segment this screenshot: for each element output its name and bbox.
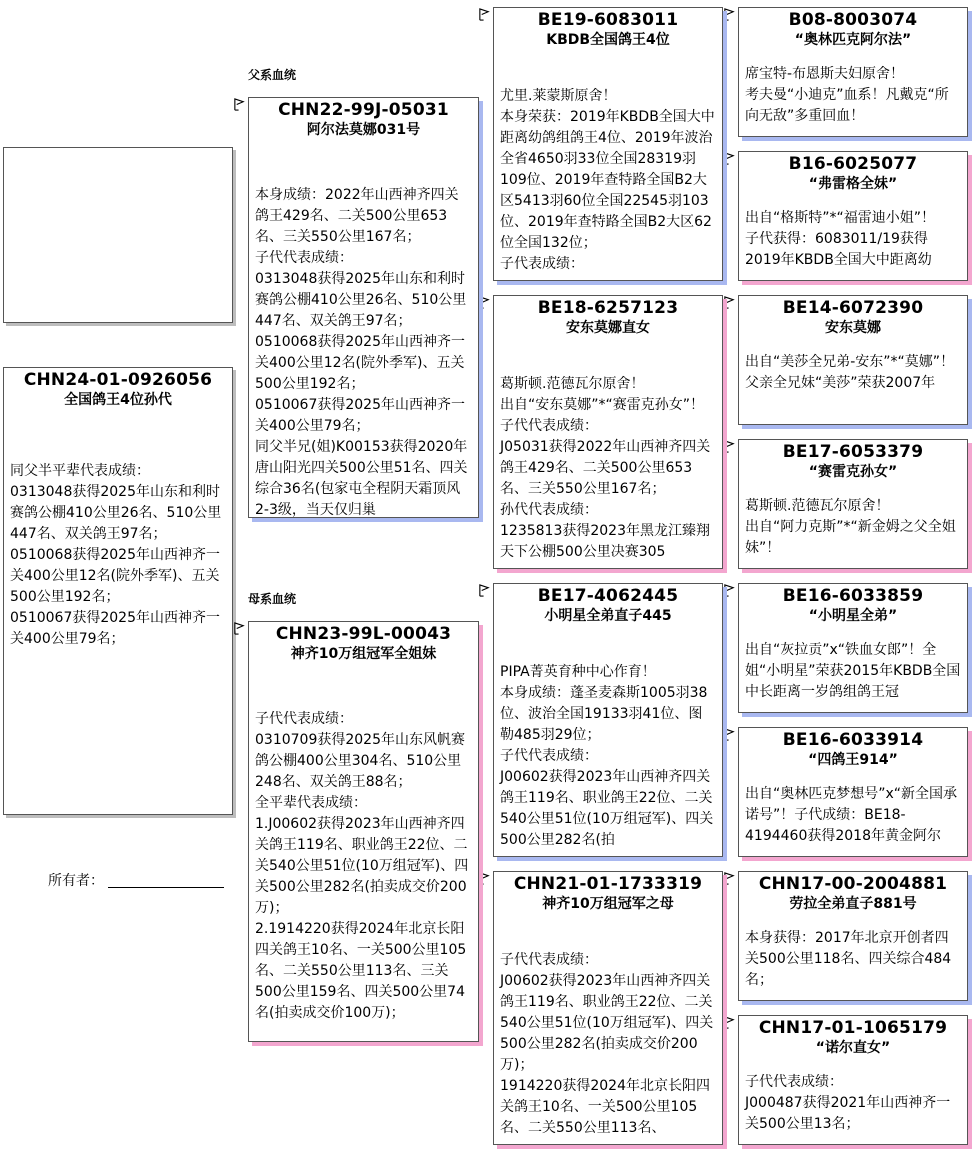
ggp-sss-ring: B08-8003074 bbox=[788, 10, 918, 30]
ggp-dsd-card bbox=[738, 727, 968, 857]
ggp-sdd-card bbox=[738, 439, 968, 569]
ggp-ddd-text: 子代代表成绩： J000487获得2021年山西神齐一关500公里13名； bbox=[745, 1074, 951, 1132]
ggp-dds-ring: CHN17-00-2004881 bbox=[758, 874, 948, 894]
ggp-ddd-ring: CHN17-01-1065179 bbox=[758, 1018, 948, 1038]
flag-icon bbox=[723, 728, 736, 741]
dam-text: 子代代表成绩： 0310709获得2025年山东风帆赛鸽公棚400公里304名、510公里248名、双关鸽王88名； 全平辈代表成绩： 1.J00602获得2023年山西神齐四关鸽王119名、职业鸽王22位、二关540公里51位(10万组冠军)、四关500公里282名(拍卖成交价200万)； 2.1914220获得2024年北京长阳四关鸽王10名、一关500公里105名、二关550公里113名、三关500公里159名、四关500公里74名(拍卖成交价100万)； bbox=[255, 711, 469, 1021]
flag-icon bbox=[723, 296, 736, 309]
granddam-paternal-name: 安东莫娜直女 bbox=[566, 320, 650, 336]
flag-icon bbox=[478, 584, 491, 597]
granddam-maternal-text: 子代代表成绩： J00602获得2023年山西神齐四关鸽王119名、职业鸽王22位、二关540公里51位(10万组冠军)、四关500公里282名(拍卖成交价200万)； 1914220获得2024年北京长阳四关鸽王10名、一关500公里105名、二关550公里113名、 bbox=[500, 952, 714, 1136]
sire-card bbox=[248, 97, 479, 518]
ggp-dss-text: 出自“灰拉贡”x“铁血女郎”！全姐“小明星”荣获2015年KBDB全国中长距离一岁鸽组鸽王冠 bbox=[745, 642, 961, 700]
ggp-sdd-text: 葛斯顿.范德瓦尔原舍！ 出自“阿力克斯”*“新金姆之父全姐妹”！ bbox=[745, 498, 956, 556]
subject-ring: CHN24-01-0926056 bbox=[23, 370, 213, 390]
owner-signature-line[interactable] bbox=[108, 887, 224, 888]
ggp-sss-name: “奥林匹克阿尔法” bbox=[794, 32, 912, 48]
ggp-dsd-ring: BE16-6033914 bbox=[782, 730, 924, 750]
ggp-dds-card bbox=[738, 871, 968, 1001]
flag-icon bbox=[723, 1016, 736, 1029]
dam-ring: CHN23-99L-00043 bbox=[275, 624, 452, 644]
dam-name: 神齐10万组冠军全姐妹 bbox=[290, 646, 437, 662]
ggp-ddd-card bbox=[738, 1015, 968, 1145]
ggp-dss-card bbox=[738, 583, 968, 713]
granddam-maternal-ring: CHN21-01-1733319 bbox=[513, 874, 703, 894]
ggp-sss-text: 席宝特-布恩斯夫妇原舍！ 考夫曼“小迪克”血系！凡戴克“所向无敌”多重回血！ bbox=[745, 66, 949, 124]
subject-card bbox=[3, 367, 233, 815]
grandsire-paternal-text: 尤里.莱蒙斯原舍！ 本身荣获：2019年KBDB全国大中距离幼鸽组鸽王4位、2019年波治全省4650羽33位全国28319羽109位、2019年查特路全国B2大区5413羽60位全国22545羽103位、2019年查特路全国B2大区62位全国132位； 子代表成绩： bbox=[500, 88, 715, 272]
ggp-dss-ring: BE16-6033859 bbox=[782, 586, 924, 606]
flag-icon bbox=[478, 296, 491, 309]
flag-icon bbox=[233, 98, 246, 111]
ggp-ssd-name: “弗雷格全妹” bbox=[808, 176, 898, 192]
grandsire-maternal-text: PIPA菁英育种中心作育！ 本身成绩：蓬圣麦森斯1005羽38位、波治全国19133羽41位、图勒485羽29位； 子代代表成绩： J00602获得2023年山西神齐四关鸽王119名、职业鸽王22位、二关540公里51位(10万组冠军)、四关500公里282名(拍 bbox=[500, 664, 714, 848]
ggp-sds-ring: BE14-6072390 bbox=[782, 298, 924, 318]
subject-text: 同父半平辈代表成绩： 0313048获得2025年山东和利时赛鸽公棚410公里26名、510公里447名、双关鸽王97名； 0510068获得2025年山西神齐一关400公里12名(院外季军)、五关500公里192名； 0510067获得2025年山西神齐一关400公里79名； bbox=[10, 463, 222, 647]
ggp-dss-name: “小明星全弟” bbox=[808, 608, 898, 624]
ggp-dds-name: 劳拉全弟直子881号 bbox=[789, 896, 917, 912]
flag-icon bbox=[478, 872, 491, 885]
flag-icon bbox=[233, 622, 246, 635]
ggp-ssd-text: 出自“格斯特”*“福雷迪小姐”！ 子代获得：6083011/19获得2019年KBDB全国大中距离幼 bbox=[745, 210, 936, 268]
flag-icon bbox=[478, 8, 491, 21]
ggp-dds-text: 本身获得：2017年北京开创者四关500公里118名、四关综合484名； bbox=[745, 930, 952, 988]
ggp-ddd-name: “诺尔直女” bbox=[815, 1040, 891, 1056]
granddam-paternal-text: 葛斯顿.范德瓦尔原舍！ 出自“安东莫娜”*“赛雷克孙女”！ 子代代表成绩： J05031获得2022年山西神齐四关鸽王429名、二关500公里653名、三关550公里167名； 孙代代表成绩： 1235813获得2023年黑龙江臻翔天下公棚500公里决赛305 bbox=[500, 376, 711, 560]
grandsire-maternal-name: 小明星全弟直子445 bbox=[544, 608, 672, 624]
flag-icon bbox=[723, 872, 736, 885]
grandsire-paternal-name: KBDB全国鸽王4位 bbox=[546, 32, 670, 48]
photo-placeholder bbox=[3, 147, 233, 323]
flag-icon bbox=[723, 584, 736, 597]
granddam-maternal-name: 神齐10万组冠军之母 bbox=[542, 896, 674, 912]
granddam-maternal-card bbox=[493, 871, 723, 1145]
dam-line-label: 母系血统 bbox=[248, 592, 297, 606]
grandsire-maternal-card bbox=[493, 583, 723, 857]
ggp-sdd-name: “赛雷克孙女” bbox=[808, 464, 898, 480]
ggp-dsd-text: 出自“奥林匹克梦想号”x“新全国承诺号”！子代成绩：BE18-4194460获得2018年黄金阿尔 bbox=[745, 786, 958, 844]
ggp-ssd-card bbox=[738, 151, 968, 281]
owner-label: 所有者： bbox=[48, 873, 104, 889]
granddam-paternal-ring: BE18-6257123 bbox=[537, 298, 679, 318]
flag-icon bbox=[723, 440, 736, 453]
sire-text: 本身成绩：2022年山西神齐四关鸽王429名、二关500公里653名、三关550公里167名； 子代代表成绩： 0313048获得2025年山东和利时赛鸽公棚410公里26名、510公里447名、双关鸽王97名； 0510068获得2025年山西神齐一关400公里12名(院外季军)、五关500公里192名； 0510067获得2025年山西神齐一关400公里79名； 同父半兄(姐)K00153获得2020年唐山阳光四关500公里51名、四关综合36名(包家屯全程阴天霜顶风2-3级，当天仅归巢 bbox=[255, 187, 468, 518]
subject-name: 全国鸽王4位孙代 bbox=[64, 392, 172, 408]
ggp-ssd-ring: B16-6025077 bbox=[788, 154, 918, 174]
sire-line-label: 父系血统 bbox=[248, 68, 297, 82]
dam-card bbox=[248, 621, 479, 1042]
flag-icon bbox=[723, 8, 736, 21]
ggp-sdd-ring: BE17-6053379 bbox=[782, 442, 924, 462]
ggp-sds-name: 安东莫娜 bbox=[825, 320, 881, 336]
ggp-dsd-name: “四鸽王914” bbox=[808, 752, 898, 768]
ggp-sds-text: 出自“美莎全兄弟-安东”*“莫娜”！ 父亲全兄妹“美莎”荣获2007年 bbox=[745, 354, 955, 391]
ggp-sss-card bbox=[738, 7, 968, 137]
granddam-paternal-card bbox=[493, 295, 723, 569]
ggp-sds-card bbox=[738, 295, 968, 425]
sire-name: 阿尔法莫娜031号 bbox=[306, 122, 421, 138]
grandsire-paternal-ring: BE19-6083011 bbox=[537, 10, 679, 30]
owner-field bbox=[48, 870, 224, 890]
sire-ring: CHN22-99J-05031 bbox=[278, 100, 449, 120]
grandsire-paternal-card bbox=[493, 7, 723, 281]
grandsire-maternal-ring: BE17-4062445 bbox=[537, 586, 679, 606]
flag-icon bbox=[723, 152, 736, 165]
